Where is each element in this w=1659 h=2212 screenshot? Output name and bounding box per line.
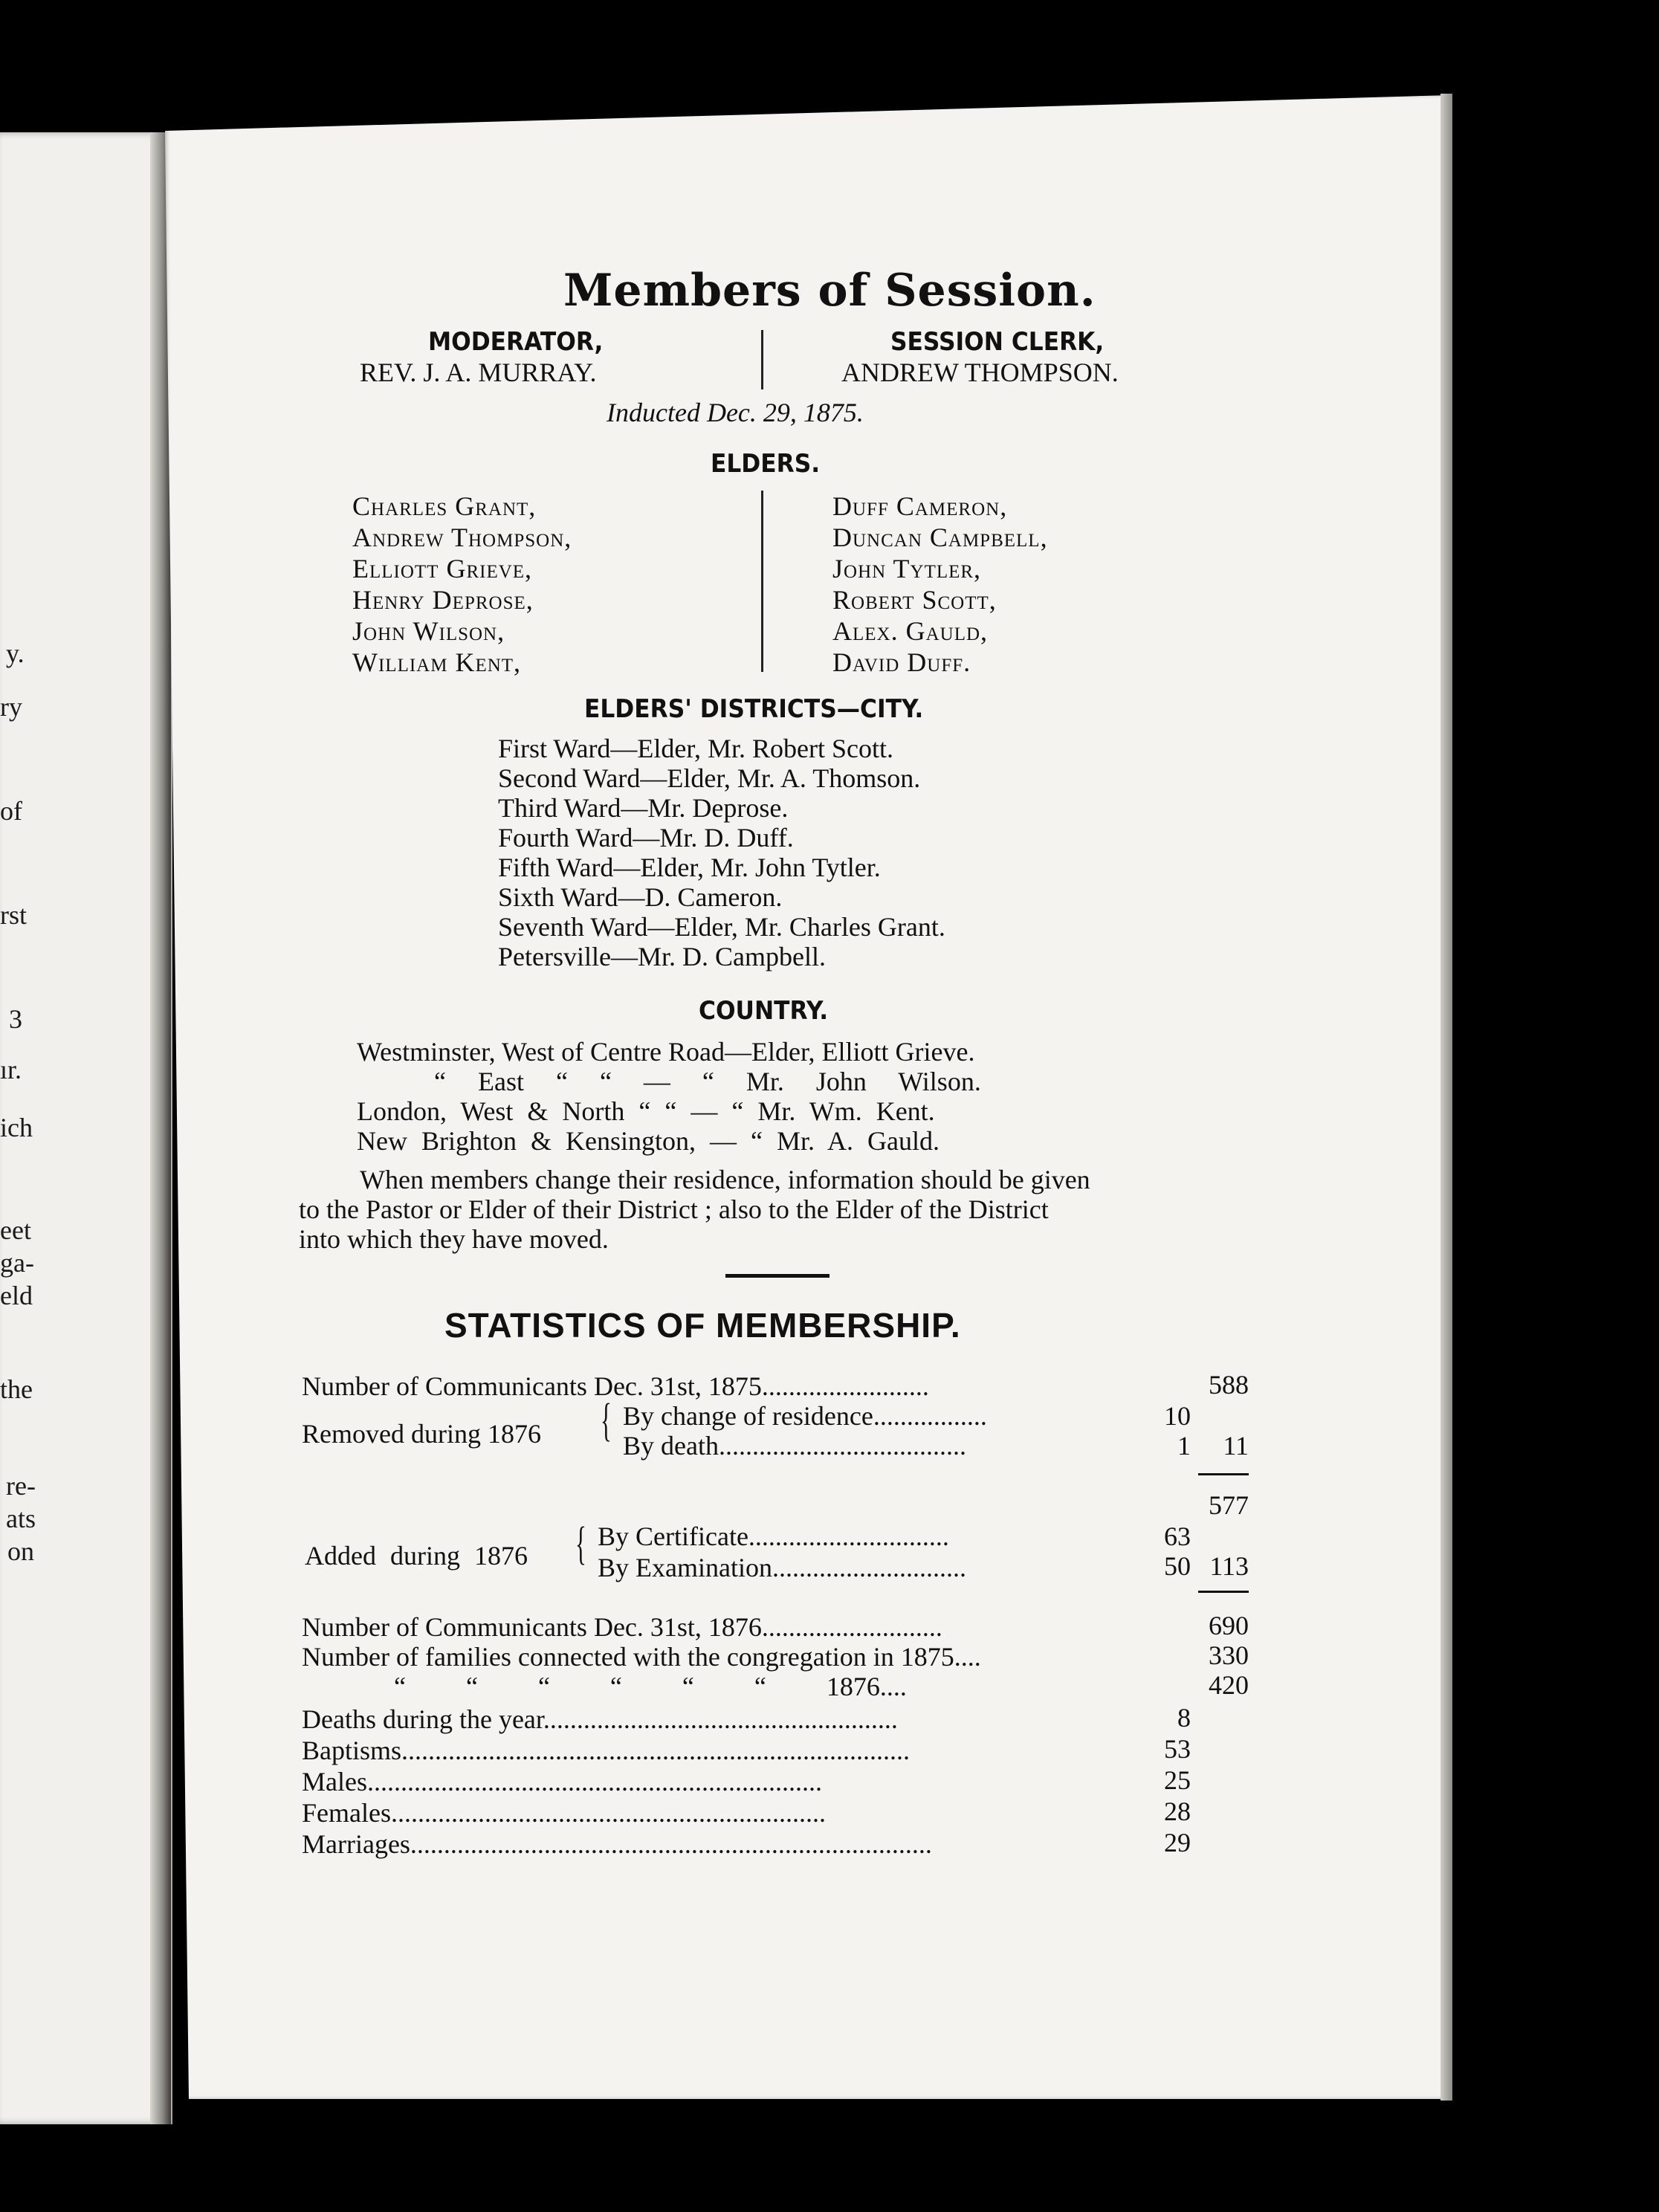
fragment: on [7,1536,34,1566]
fragment: ır. [0,1055,22,1084]
page-edge [1440,94,1452,2101]
moderator-heading: MODERATOR, [428,327,604,357]
stat-total: 330 [1209,1640,1249,1670]
stat-total: 588 [1209,1370,1249,1400]
elders-divider [761,491,763,672]
fragment: re- [6,1471,36,1501]
stat-value: 25 [1164,1765,1191,1795]
elder-name: Alex. Gauld, [832,616,989,646]
fragment: ats [6,1504,36,1533]
stat-label: Number of families connected with the congregation in 1875.... [302,1642,981,1672]
district-line: Seventh Ward—Elder, Mr. Charles Grant. [498,912,945,942]
session-clerk-name: ANDREW THOMPSON. [841,358,1119,387]
stat-label: Number of Communicants Dec. 31st, 1875......................... [302,1371,929,1401]
inducted-date: Inducted Dec. 29, 1875. [607,398,864,427]
stat-label: By death..................................... [623,1431,966,1461]
elder-name: Duncan Campbell, [832,523,1048,552]
statistics-title: STATISTICS OF MEMBERSHIP. [444,1306,961,1345]
country-line: Westminster, West of Centre Road—Elder, Elliott Grieve. [357,1037,975,1067]
stat-subtotal: 577 [1209,1490,1249,1520]
stat-label: Males.................................................................... [302,1767,822,1797]
stat-label: “ “ “ “ “ “ 1876.... [394,1672,907,1701]
country-line: “ East “ “ — “ Mr. John Wilson. [434,1067,981,1096]
country-line: London, West & North “ “ — “ Mr. Wm. Kent. [357,1096,935,1126]
stat-value: 63 [1164,1521,1191,1551]
fragment: 3 [9,1004,22,1034]
notice-line: to the Pastor or Elder of their District ; also to the Elder of the District [299,1194,1049,1224]
stat-label: By Examination............................. [598,1553,966,1582]
brace-icon: { [575,1519,586,1569]
fragment: ich [0,1113,33,1142]
fragment: y. [6,638,25,668]
fragment: the [0,1374,33,1404]
elder-name: Robert Scott, [832,585,997,615]
stat-label: Added during 1876 [305,1541,528,1571]
moderator-name: REV. J. A. MURRAY. [360,358,597,387]
section-divider [725,1274,830,1278]
total-rule [1198,1591,1249,1593]
stat-value: 53 [1164,1734,1191,1764]
stat-value: 29 [1164,1828,1191,1857]
elder-name: John Tytler, [832,554,982,583]
elders-heading: ELDERS. [711,449,821,479]
stat-value: 28 [1164,1797,1191,1826]
elder-name: Andrew Thompson, [352,523,572,552]
stat-total: 420 [1209,1670,1249,1700]
elder-name: John Wilson, [352,616,505,646]
stat-label: Females................................................................. [302,1798,826,1828]
notice-line: into which they have moved. [299,1224,609,1254]
column-divider [761,330,763,389]
stat-label: By Certificate.............................. [598,1521,949,1551]
elder-name: David Duff. [832,647,971,677]
elder-name: William Kent, [352,647,522,677]
fragment: rst [0,900,27,930]
stat-value: 50 [1164,1551,1191,1581]
fragment: ry [0,692,22,722]
district-line: Petersville—Mr. D. Campbell. [498,942,826,971]
stat-total: 113 [1209,1551,1249,1581]
stat-total: 690 [1209,1611,1249,1640]
fragment: of [0,796,22,826]
elder-name: Charles Grant, [352,491,537,521]
session-clerk-heading: SESSION CLERK, [890,327,1105,357]
country-line: New Brighton & Kensington, — “ Mr. A. Gauld. [357,1126,940,1156]
page-title: Members of Session. [563,265,1096,317]
district-line: Second Ward—Elder, Mr. A. Thomson. [498,763,921,793]
elder-name: Duff Cameron, [832,491,1008,521]
district-line: First Ward—Elder, Mr. Robert Scott. [498,734,893,763]
elder-name: Henry Deprose, [352,585,534,615]
stat-label: Marriages.............................................................................. [302,1829,932,1859]
fragment: eet [0,1215,31,1245]
stat-label: Deaths during the year..................................................... [302,1704,898,1734]
district-line: Fourth Ward—Mr. D. Duff. [498,823,794,853]
stat-value: 8 [1177,1703,1191,1733]
stat-label: Baptisms............................................................................ [302,1736,911,1765]
elder-name: Elliott Grieve, [352,554,533,583]
stat-total: 11 [1223,1431,1249,1461]
book-gutter [150,132,171,2124]
brace-icon: { [601,1395,612,1446]
stat-label: Number of Communicants Dec. 31st, 1876........................... [302,1612,942,1642]
fragment: eld [0,1281,33,1310]
total-rule [1198,1473,1249,1475]
stat-value: 10 [1164,1401,1191,1431]
country-heading: COUNTRY. [699,996,829,1026]
district-line: Third Ward—Mr. Deprose. [498,793,789,823]
stat-value: 1 [1177,1431,1191,1461]
district-line: Fifth Ward—Elder, Mr. John Tytler. [498,853,881,882]
fragment: ga- [0,1248,34,1278]
stat-label: Removed during 1876 [302,1419,541,1449]
previous-page [0,132,172,2124]
district-line: Sixth Ward—D. Cameron. [498,882,783,912]
districts-heading: ELDERS' DISTRICTS—CITY. [584,694,924,724]
notice-line: When members change their residence, information should be given [360,1165,1090,1194]
stat-label: By change of residence................. [623,1401,987,1431]
